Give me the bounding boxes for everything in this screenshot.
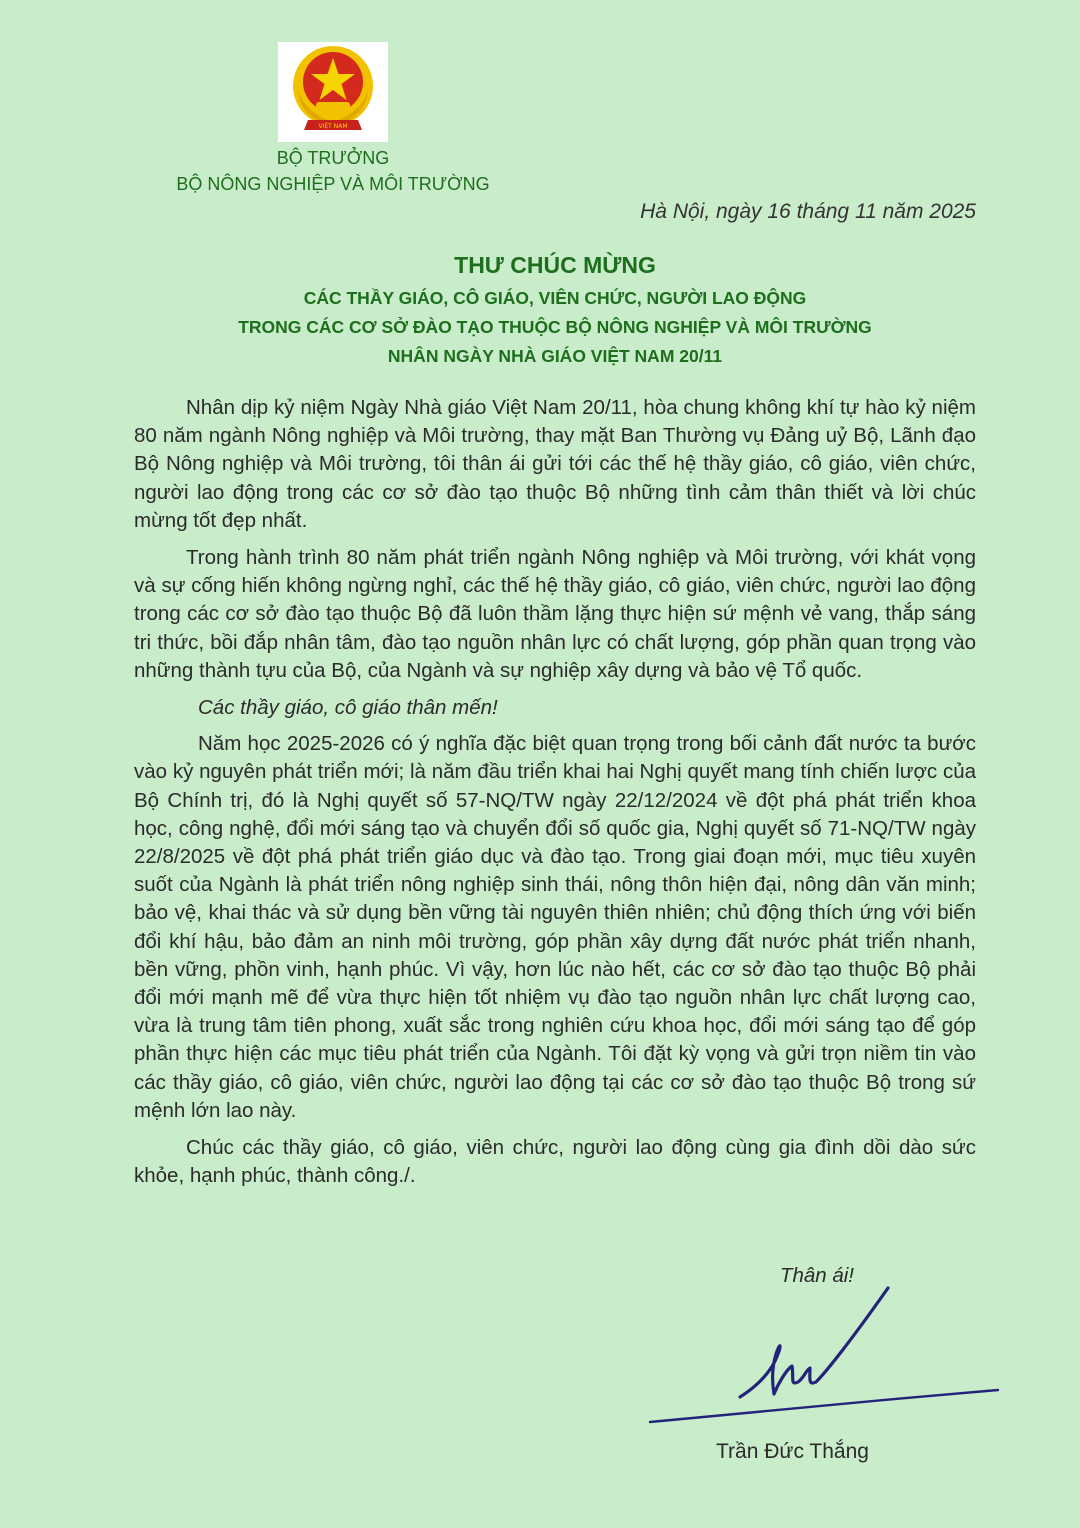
- letter-title: THƯ CHÚC MỪNG: [454, 252, 656, 278]
- letter-body: [134, 394, 976, 1199]
- national-emblem-icon: [278, 42, 388, 142]
- paragraph-2: Trong hành trình 80 năm phát triển ngành Nông nghiệp và Môi trường, với khát vọng và sự cống hiến không ngừng nghỉ, các thế hệ thầy giáo, cô giáo, viên chức, người lao động trong các cơ sở đào tạo thuộc Bộ đã luôn thầm lặng thực hiện sứ mệnh vẻ vang, thắp sáng tri thức, bồi đắp nhân tâm, đào tạo nguồn nhân lực có chất lượng, góp phần quan trọng vào những thành tựu của Bộ, của Ngành và sự nghiệp xây dựng và bảo vệ Tổ quốc.: [134, 546, 976, 682]
- paragraph-4: Chúc các thầy giáo, cô giáo, viên chức, người lao động cùng gia đình dồi dào sức khỏe, hạnh phúc, thành công./.: [134, 1136, 976, 1188]
- org-name: BỘ NÔNG NGHIỆP VÀ MÔI TRƯỜNG: [176, 174, 490, 194]
- signer-name: Trần Đức Thắng: [716, 1440, 869, 1463]
- subtitle-line-1: CÁC THẦY GIÁO, CÔ GIÁO, VIÊN CHỨC, NGƯỜI LAO ĐỘNG: [303, 288, 807, 308]
- closing-salutation: Thân ái!: [779, 1264, 854, 1287]
- date-line: Hà Nội, ngày 16 tháng 11 năm 2025: [640, 200, 976, 223]
- org-title: BỘ TRƯỞNG: [276, 148, 390, 168]
- signature-icon: [640, 1282, 1010, 1442]
- subtitle-line-3: NHÂN NGÀY NHÀ GIÁO VIỆT NAM 20/11: [387, 346, 723, 366]
- paragraph-3: Năm học 2025-2026 có ý nghĩa đặc biệt quan trọng trong bối cảnh đất nước ta bước vào kỷ nguyên phát triển mới; là năm đầu triển khai hai Nghị quyết mang tính chiến lược của Bộ Chính trị, đó là Nghị quyết số 57-NQ/TW ngày 22/12/2024 về đột phá phát triển khoa học, công nghệ, đổi mới sáng tạo và chuyển đổi số quốc gia, Nghị quyết số 71-NQ/TW ngày 22/8/2025 về đột phá phát triển giáo dục và đào tạo. Trong giai đoạn mới, mục tiêu xuyên suốt của Ngành là phát triển nông nghiệp sinh thái, nông thôn hiện đại, nông dân văn minh; bảo vệ, khai thác và sử dụng bền vững tài nguyên thiên nhiên; chủ động thích ứng với biến đổi khí hậu, bảo đảm an ninh môi trường, góp phần xây dựng đất nước phát triển nhanh, bền vững, phồn vinh, hạnh phúc. Vì vậy, hơn lúc nào hết, các cơ sở đào tạo thuộc Bộ phải đổi mới mạnh mẽ để vừa thực hiện tốt nhiệm vụ đào tạo nguồn nhân lực chất lượng cao, vừa là trung tâm tiên phong, xuất sắc trong nghiên cứu khoa học, đổi mới sáng tạo để góp phần thực hiện các mục tiêu phát triển của Ngành. Tôi đặt kỳ vọng và gửi trọn niềm tin vào các thầy giáo, cô giáo, viên chức, người lao động tại các cơ sở đào tạo thuộc Bộ trong sứ mệnh lớn lao này.: [134, 732, 976, 1122]
- subtitle-line-2: TRONG CÁC CƠ SỞ ĐÀO TẠO THUỘC BỘ NÔNG NGHIỆP VÀ MÔI TRƯỜNG: [238, 317, 872, 337]
- greeting: Các thầy giáo, cô giáo thân mến!: [198, 696, 498, 720]
- paragraph-1: Nhân dịp kỷ niệm Ngày Nhà giáo Việt Nam 20/11, hòa chung không khí tự hào kỷ niệm 80 năm ngành Nông nghiệp và Môi trường, thay mặt Ban Thường vụ Đảng uỷ Bộ, Lãnh đạo Bộ Nông nghiệp và Môi trường, tôi thân ái gửi tới các thế hệ thầy giáo, cô giáo, viên chức, người lao động trong các cơ sở đào tạo thuộc Bộ những tình cảm thân thiết và lời chúc mừng tốt đẹp nhất.: [134, 396, 976, 532]
- emblem-banner-text: VIỆT NAM: [318, 123, 348, 130]
